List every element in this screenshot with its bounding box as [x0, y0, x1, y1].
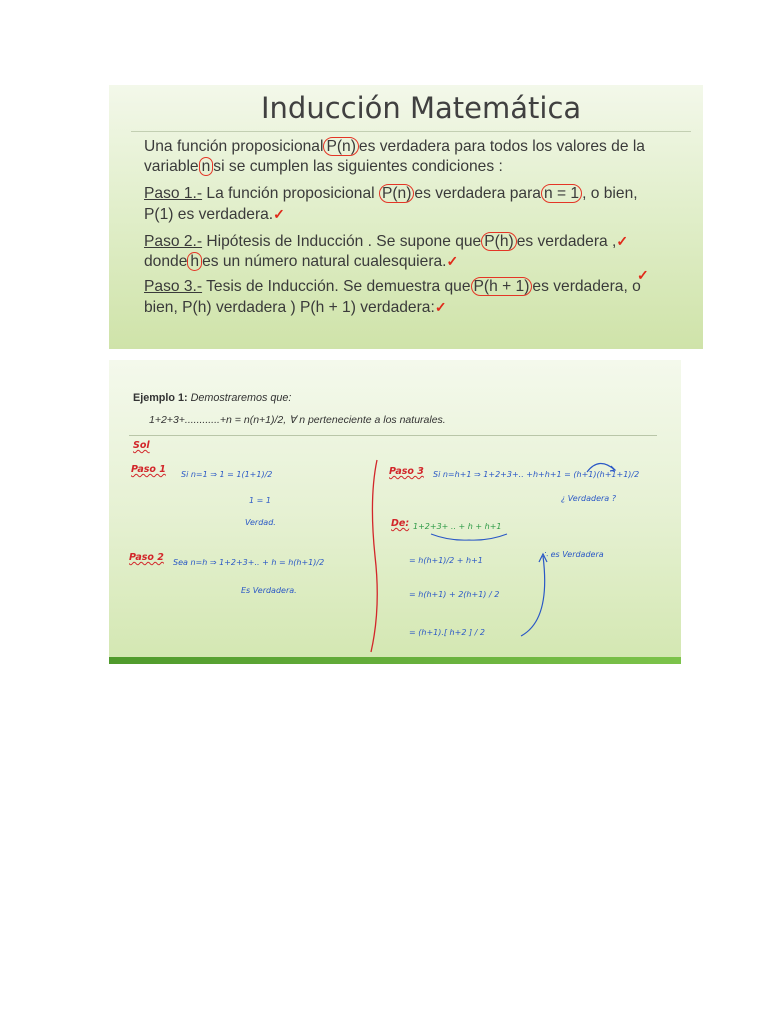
paso2-line-1: Paso 2.- Hipótesis de Inducción . Se supone que P(h) es verdadera ,✓ — [144, 233, 629, 250]
hw-paso1-result: 1 = 1 — [249, 496, 271, 505]
check-mark-icon: ✓ — [637, 267, 649, 283]
paso3-line-1: Paso 3.- Tesis de Inducción. Se demuestra que P(h + 1) es verdadera, o — [144, 278, 641, 295]
hw-paso1-verdad: Verdad. — [245, 518, 276, 527]
circled-pn: P(n) — [323, 137, 358, 156]
check-mark-icon: ✓ — [446, 253, 459, 269]
check-mark-icon: ✓ — [434, 299, 447, 315]
hw-de-label: De: — [391, 518, 410, 529]
hw-paso2-equation: Sea n=h ⇒ 1+2+3+.. + h = h(h+1)/2 — [173, 558, 325, 567]
column-separator-brace — [367, 458, 381, 654]
paso1-line-1: Paso 1.- La función proposicional P(n) es verdadera para n = 1 , o bien, — [144, 185, 638, 202]
example-heading: Ejemplo 1: Demostraremos que: — [133, 392, 292, 404]
hw-paso2-label: Paso 2 — [129, 552, 164, 563]
title-divider — [131, 131, 691, 132]
hw-conclusion: ∴ es Verdadera — [543, 550, 604, 559]
hw-paso2-verdad: Es Verdadera. — [241, 586, 297, 595]
intro-line-1: Una función proposicional P(n) es verdadera para todos los valores de la — [144, 138, 645, 155]
check-mark-icon: ✓ — [273, 206, 285, 222]
curved-arrow-icon — [585, 458, 619, 474]
paso2-label: Paso 2.- — [144, 233, 203, 250]
slide-ejemplo-1 — [109, 360, 681, 664]
underbrace — [429, 532, 509, 542]
paso3-label: Paso 3.- — [144, 278, 203, 295]
paso3-line-2: bien, P(h) verdadera ) P(h + 1) verdadera:✓ — [144, 299, 447, 316]
intro-line-2: variable n si se cumplen las siguientes condiciones : — [144, 158, 503, 175]
paso1-line-2: P(1) es verdadera.✓ — [144, 206, 285, 223]
hw-paso1-equation: Si n=1 ⇒ 1 = 1(1+1)/2 — [181, 470, 273, 479]
check-mark-icon: ✓ — [616, 233, 629, 249]
hw-de-equation: 1+2+3+ .. + h + h+1 — [413, 522, 502, 531]
hw-step-2: = h(h+1) + 2(h+1) / 2 — [409, 590, 500, 599]
hw-step-3: = (h+1).[ h+2 ] / 2 — [409, 628, 485, 637]
circled-h: h — [187, 252, 202, 271]
example-divider — [129, 435, 657, 436]
paso1-label: Paso 1.- — [144, 185, 203, 202]
hw-sol-label: Sol — [133, 440, 150, 451]
slide-induccion-matematica — [109, 85, 703, 349]
paso2-line-2: donde h es un número natural cualesquiera.✓ — [144, 253, 459, 270]
circled-pn-paso1: P(n) — [379, 184, 414, 203]
circled-ph-plus-1: P(h + 1) — [471, 277, 533, 296]
hw-paso3-label: Paso 3 — [389, 466, 424, 477]
circled-n-equals-1: n = 1 — [541, 184, 582, 203]
hw-step-1: = h(h+1)/2 + h+1 — [409, 556, 483, 565]
slide-title: Inducción Matemática — [261, 91, 582, 125]
hw-paso3-equation: Si n=h+1 ⇒ 1+2+3+.. +h+h+1 = (h+1)(h+1+1)/2 — [433, 470, 640, 479]
hw-paso1-label: Paso 1 — [131, 464, 166, 475]
slide-bottom-bar — [109, 657, 681, 664]
hw-paso3-question: ¿ Verdadera ? — [561, 494, 616, 503]
circled-n: n — [199, 157, 214, 176]
curved-bracket-arrow-icon — [517, 550, 553, 640]
example-formula: 1+2+3+............+n = n(n+1)/2, ∀ n perteneciente a los naturales. — [149, 414, 446, 426]
circled-ph: P(h) — [481, 232, 516, 251]
